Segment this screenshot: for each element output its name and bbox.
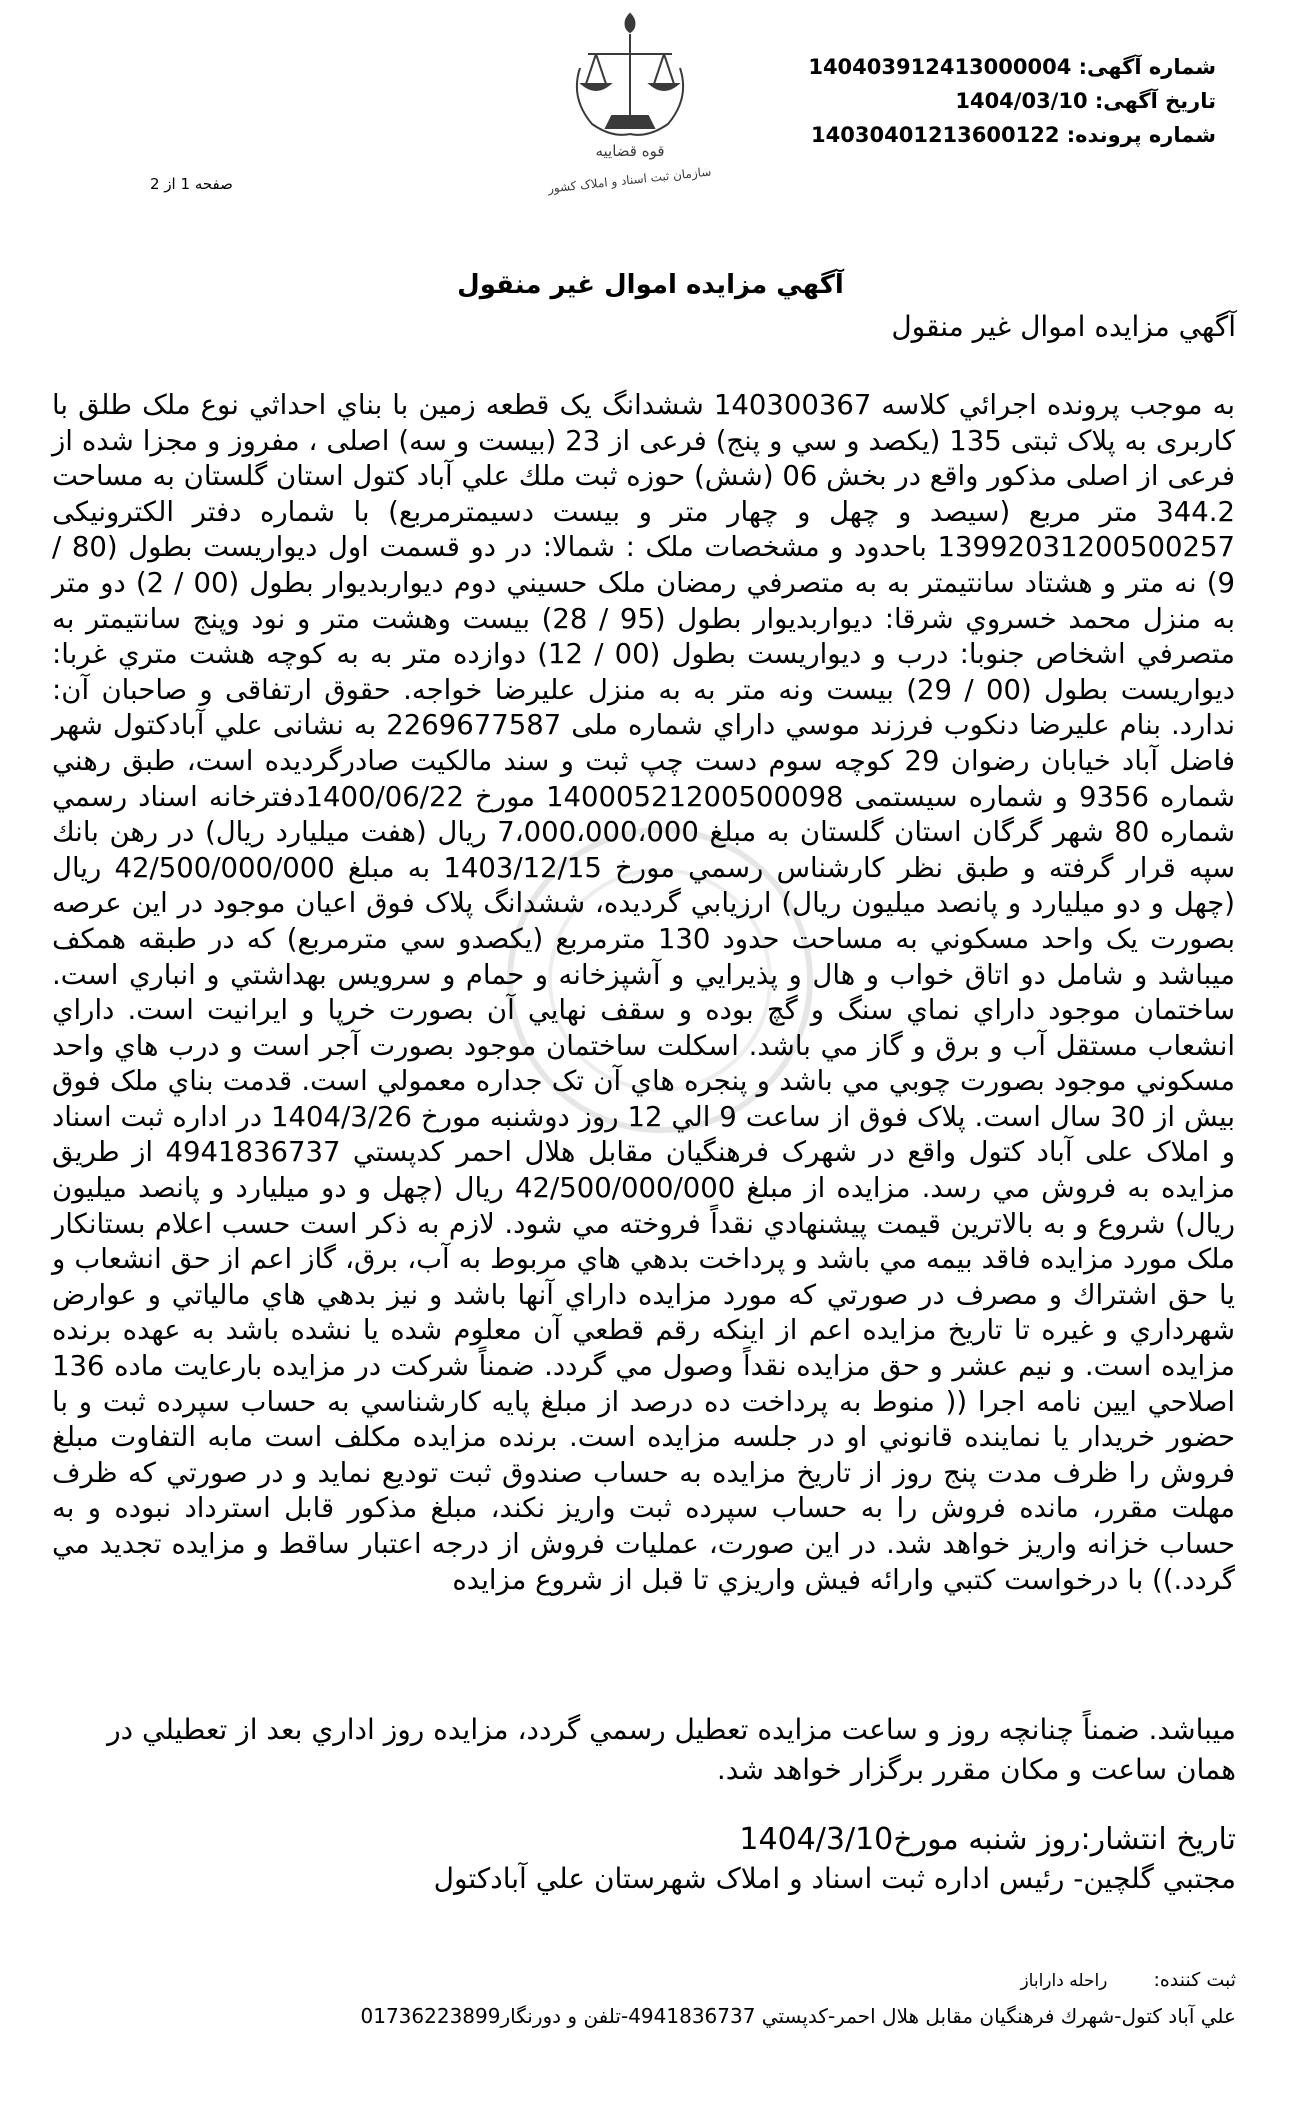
ad-number-label: شماره آگهی: — [1078, 55, 1216, 79]
emblem-caption: قوه قضاییه — [595, 142, 665, 160]
page-indicator: صفحه 1 از 2 — [150, 175, 233, 193]
judiciary-emblem-icon — [547, 8, 712, 198]
ad-number: 140403912413000004 — [808, 55, 1072, 79]
ad-metadata — [808, 50, 1216, 152]
signer: مجتبي گلچين- رئيس اداره ثبت اسناد و املاک شهرستان علي آبادکتول — [433, 1862, 1236, 1895]
office-address: علي آباد كتول-شهرك فرهنگيان مقابل هلال احمر-كدپستي 4941836737-تلفن و دورنگار01736223899 — [360, 2004, 1236, 2028]
page-subtitle: آگهي مزايده اموال غير منقول — [891, 310, 1236, 343]
registrant-label: ثبت کننده: — [1153, 1969, 1236, 1991]
case-number-row — [808, 118, 1216, 152]
publication-date: تاريخ انتشار:روز شنبه مورخ1404/3/10 — [739, 1822, 1236, 1857]
page-title: آگهي مزايده اموال غير منقول — [457, 270, 844, 300]
registrant-name: راحله داراباز — [1020, 1971, 1108, 1991]
case-number: 14030401213600122 — [811, 123, 1060, 147]
ad-number-row — [808, 50, 1216, 84]
registrant — [1020, 1969, 1236, 1991]
ad-date-label: تاریخ آگهی: — [1094, 89, 1216, 113]
ad-date: 1404/03/10 — [955, 89, 1088, 113]
ad-date-row — [808, 84, 1216, 118]
notice-body: به موجب پرونده اجرائي كلاسه 140300367 ششدانگ یک قطعه زمین با بناي احداثي نوع ملک طلق با کاربری به پلاک ثبتی 135 (یکصد و سي و پنج) فرعی از 23 (بیست و سه) اصلی ، مفروز و مجزا شده از فرعی از اصلی مذکور واقع در بخش 06 (شش) حوزه ثبت ملك علي آباد كتول استان گلستان به مساحت 344.2 متر مربع (سیصد و چهل و چهار متر و بیست دسیمترمربع) با شماره دفتر الکترونیکی 13992031200500257 باحدود و مشخصات ملک : شمالا: در دو قسمت اول دیواریست بطول (80 / 9) نه متر و هشتاد سانتیمتر به به متصرفي رمضان ملک حسيني دوم ديواربديوار بطول (00 / 2) دو متر به منزل محمد خسروي شرقا: ديواربديوار بطول (95 / 28) بيست وهشت متر و نود وپنج سانتيمتر به متصرفي اشخاص جنوبا: درب و ديواريست بطول (00 / 12) دوازده متر به به کوچه هشت متري غربا: ديواريست بطول (00 / 29) بيست ونه متر به به منزل عليرضا خواجه. حقوق ارتفاقی و صاحبان آن: ندارد. بنام عليرضا دنكوب فرزند موسي داراي شماره ملی 2269677587 به نشانی علي آبادكتول شهر فاضل آباد خيابان رضوان 29 كوچه سوم دست چپ ثبت و سند مالکیت صادرگردیده است، طبق رهني شماره 9356 و شماره سيستمی 14000521200500098 مورخ 1400/06/22دفترخانه اسناد رسمي شماره 80 شهر گرگان استان گلستان به مبلغ 7،000،000،000 ريال (هفت ميليارد ريال) در رهن بانك سپه قرار گرفته و طبق نظر كارشناس رسمي مورخ 1403/12/15 به مبلغ 42/500/000/000 ريال (چهل و دو ميليارد و پانصد ميليون ريال) ارزيابي گرديده، ششدانگ پلاک فوق اعيان موجود در اين عرصه بصورت يک واحد مسكوني به مساحت حدود 130 مترمربع (يكصدو سي مترمربع) كه در طبقه همكف ميباشد و شامل دو اتاق خواب و هال و پذيرايي و آشپزخانه و حمام و سرويس بهداشتي و انباري است. ساختمان موجود داراي نماي سنگ و گچ بوده و سقف نهايي آن بصورت خرپا و ايرانيت است. داراي انشعاب مستقل آب و برق و گاز مي باشد. اسكلت ساختمان موجود بصورت آجر است و درب هاي واحد مسكوني موجود بصورت چوبي مي باشد و پنجره هاي آن تک جداره معمولي است. قدمت بناي ملک فوق بيش از 30 سال است. پلاک فوق از ساعت 9 الي 12 روز دوشنبه مورخ 1404/3/26 در اداره ثبت اسناد و املاک علی آباد کتول واقع در شهرک فرهنگيان مقابل هلال احمر كدپستي 4941836737 از طريق مزايده به فروش مي رسد. مزايده از مبلغ 42/500/000/000 ريال (چهل و دو ميليارد و پانصد ميليون ريال) شروع و به بالاترين قيمت پيشنهادي نقداً فروخته مي شود. لازم به ذکر است حسب اعلام بستانكار ملک مورد مزايده فاقد بيمه مي باشد و پرداخت بدهي هاي مربوط به آب، برق، گاز اعم از حق انشعاب و يا حق اشتراك و مصرف در صورتي كه مورد مزايده داراي آنها باشد و نيز بدهي هاي مالياتي و عوارض شهرداري و غيره تا تاريخ مزايده اعم از اينكه رقم قطعي آن معلوم شده يا نشده باشد به عهده برنده مزايده است. و نيم عشر و حق مزايده نقداً وصول مي گردد. ضمناً شرکت در مزايده بارعايت ماده 136 اصلاحي ايين نامه اجرا (( منوط به پرداخت ده درصد از مبلغ پايه كارشناسي به حساب سپرده ثبت و با حضور خريدار يا نماينده قانوني او در جلسه مزايده است. برنده مزايده مكلف است مابه التفاوت مبلغ فروش را ظرف مدت پنج روز از تاريخ مزايده به حساب صندوق ثبت توديع نمايد و در صورتي كه ظرف مهلت مقرر، مانده فروش را به حساب سپرده ثبت واريز نكند، مبلغ مذكور قابل استرداد نبوده و به حساب خزانه واريز خواهد شد. در اين صورت، عمليات فروش از درجه اعتبار ساقط و مزايده تجديد مي گردد.)) با درخواست كتبي وارائه فيش واريزي تا قبل از شروع مزايده — [52, 389, 1236, 1596]
notice-closing: ميباشد. ضمناً چنانچه روز و ساعت مزايده تعطيل رسمي گردد، مزايده روز اداري بعد از تعطيلي در همان ساعت و مكان مقرر برگزار خواهد شد. — [107, 1713, 1236, 1786]
case-number-label: شماره پرونده: — [1066, 123, 1216, 147]
org-name: سازمان ثبت اسناد و املاک کشور — [547, 164, 712, 196]
